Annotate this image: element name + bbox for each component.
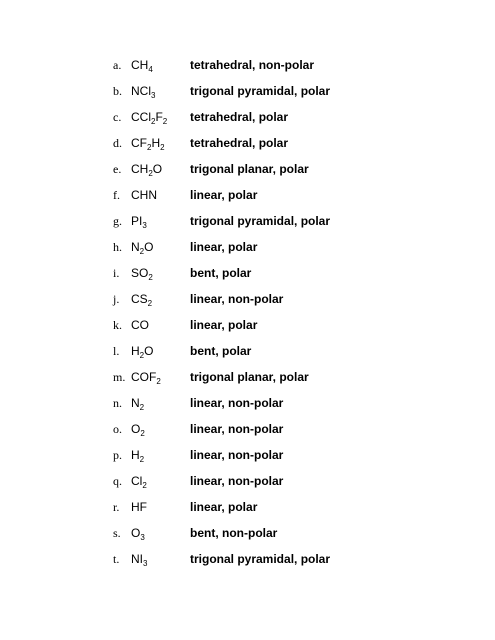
- geometry-polarity-answer: tetrahedral, polar: [190, 136, 289, 150]
- formula-element: CF: [131, 136, 147, 150]
- list-item: [0, 471, 495, 491]
- chemical-formula: [131, 549, 147, 569]
- item-letter: r.: [113, 500, 120, 514]
- formula-element: SO: [131, 266, 149, 280]
- formula-subscript: 2: [147, 299, 153, 308]
- list-item: [0, 133, 495, 153]
- chemical-formula: [131, 185, 157, 205]
- geometry-polarity-answer: bent, polar: [190, 266, 252, 280]
- chemical-formula: [131, 55, 153, 75]
- list-item: [0, 419, 495, 439]
- item-letter: i.: [113, 266, 120, 280]
- item-letter: d.: [113, 136, 122, 150]
- chemical-formula: [131, 263, 153, 283]
- list-item: [0, 107, 495, 127]
- formula-element: CH: [131, 162, 149, 176]
- chemical-formula: [131, 497, 147, 517]
- geometry-polarity-answer: linear, non-polar: [190, 474, 284, 488]
- geometry-polarity-answer: linear, non-polar: [190, 292, 284, 306]
- formula-subscript: 2: [139, 247, 145, 256]
- list-item: [0, 185, 495, 205]
- item-letter: k.: [113, 318, 122, 332]
- item-letter: g.: [113, 214, 122, 228]
- chemical-formula: [131, 523, 145, 543]
- formula-element: CH: [131, 58, 149, 72]
- list-item: [0, 315, 495, 335]
- formula-element: COF: [131, 370, 157, 384]
- formula-element: HF: [131, 500, 147, 514]
- formula-element: O: [131, 526, 141, 540]
- item-letter: t.: [113, 552, 120, 566]
- chemical-formula: [131, 133, 165, 153]
- list-item: [0, 341, 495, 361]
- geometry-polarity-answer: bent, non-polar: [190, 526, 278, 540]
- list-item: [0, 445, 495, 465]
- formula-element: H: [131, 344, 140, 358]
- formula-subscript: 3: [140, 533, 145, 542]
- formula-element: NCl: [131, 84, 151, 98]
- geometry-polarity-answer: trigonal pyramidal, polar: [190, 552, 331, 566]
- chemical-formula: [131, 211, 147, 231]
- item-letter: p.: [113, 448, 122, 462]
- geometry-polarity-answer: tetrahedral, polar: [190, 110, 289, 124]
- formula-element: Cl: [131, 474, 143, 488]
- formula-element: H: [131, 448, 140, 462]
- formula-subscript: 2: [156, 377, 161, 386]
- item-letter: s.: [113, 526, 121, 540]
- chemical-formula: [131, 237, 153, 257]
- list-item: [0, 289, 495, 309]
- formula-element: N: [131, 240, 140, 254]
- item-letter: n.: [113, 396, 122, 410]
- chemical-formula: [131, 107, 167, 127]
- formula-element: F: [155, 110, 163, 124]
- formula-element: O: [152, 162, 163, 176]
- item-letter: o.: [113, 422, 122, 436]
- formula-element: NI: [131, 552, 143, 566]
- item-letter: e.: [113, 162, 122, 176]
- formula-subscript: 2: [139, 351, 145, 360]
- formula-subscript: 3: [142, 221, 147, 230]
- list-item: [0, 237, 495, 257]
- formula-element: O: [144, 240, 154, 254]
- list-item: [0, 55, 495, 75]
- formula-subscript: 2: [162, 117, 168, 126]
- formula-subscript: 2: [147, 143, 152, 152]
- formula-subscript: 3: [143, 559, 148, 568]
- geometry-polarity-answer: trigonal pyramidal, polar: [190, 84, 331, 98]
- formula-element: CS: [131, 292, 148, 306]
- geometry-polarity-answer: trigonal planar, polar: [190, 162, 309, 176]
- item-letter: l.: [113, 344, 120, 358]
- geometry-polarity-answer: linear, non-polar: [190, 422, 284, 436]
- list-item: [0, 263, 495, 283]
- item-letter: h.: [113, 240, 122, 254]
- list-item: [0, 497, 495, 517]
- geometry-polarity-answer: linear, polar: [190, 188, 258, 202]
- chemical-formula: [131, 315, 149, 335]
- item-letter: b.: [113, 84, 122, 98]
- list-item: [0, 393, 495, 413]
- formula-subscript: 2: [148, 273, 153, 282]
- formula-element: CCl: [131, 110, 151, 124]
- chemical-formula: [131, 445, 144, 465]
- chemical-formula: [131, 419, 145, 439]
- list-item: [0, 81, 495, 101]
- formula-element: PI: [131, 214, 143, 228]
- item-letter: q.: [113, 474, 122, 488]
- geometry-polarity-answer: linear, polar: [190, 500, 258, 514]
- item-letter: m.: [113, 370, 126, 384]
- list-item: [0, 549, 495, 569]
- geometry-polarity-answer: trigonal planar, polar: [190, 370, 309, 384]
- formula-subscript: 4: [148, 65, 153, 74]
- formula-subscript: 2: [140, 429, 145, 438]
- formula-subscript: 3: [151, 91, 156, 100]
- formula-element: H: [151, 136, 161, 150]
- formula-subscript: 2: [160, 143, 165, 152]
- formula-subscript: 2: [151, 117, 156, 126]
- chemical-formula: [131, 81, 155, 101]
- formula-element: O: [131, 422, 141, 436]
- list-item: [0, 211, 495, 231]
- formula-element: CHN: [131, 188, 157, 202]
- formula-element: N: [131, 396, 140, 410]
- formula-subscript: 2: [148, 169, 153, 178]
- geometry-polarity-answer: linear, non-polar: [190, 396, 284, 410]
- geometry-polarity-answer: bent, polar: [190, 344, 252, 358]
- item-letter: c.: [113, 110, 122, 124]
- item-letter: j.: [113, 292, 120, 306]
- geometry-polarity-answer: trigonal pyramidal, polar: [190, 214, 331, 228]
- chemical-formula: [131, 367, 161, 387]
- formula-element: O: [144, 344, 154, 358]
- geometry-polarity-answer: linear, polar: [190, 240, 258, 254]
- geometry-polarity-answer: linear, non-polar: [190, 448, 284, 462]
- item-letter: f.: [113, 188, 120, 202]
- item-letter: a.: [113, 58, 122, 72]
- formula-subscript: 2: [139, 403, 145, 412]
- geometry-polarity-answer: tetrahedral, non-polar: [190, 58, 315, 72]
- chemical-formula: [131, 393, 144, 413]
- geometry-polarity-answer: linear, polar: [190, 318, 258, 332]
- chemical-formula: [131, 289, 152, 309]
- list-item: [0, 367, 495, 387]
- formula-element: CO: [131, 318, 149, 332]
- chemical-formula: [131, 471, 147, 491]
- formula-subscript: 2: [142, 481, 147, 490]
- list-item: [0, 523, 495, 543]
- chemical-formula: [131, 159, 162, 179]
- formula-subscript: 2: [139, 455, 145, 464]
- list-item: [0, 159, 495, 179]
- chemical-formula: [131, 341, 153, 361]
